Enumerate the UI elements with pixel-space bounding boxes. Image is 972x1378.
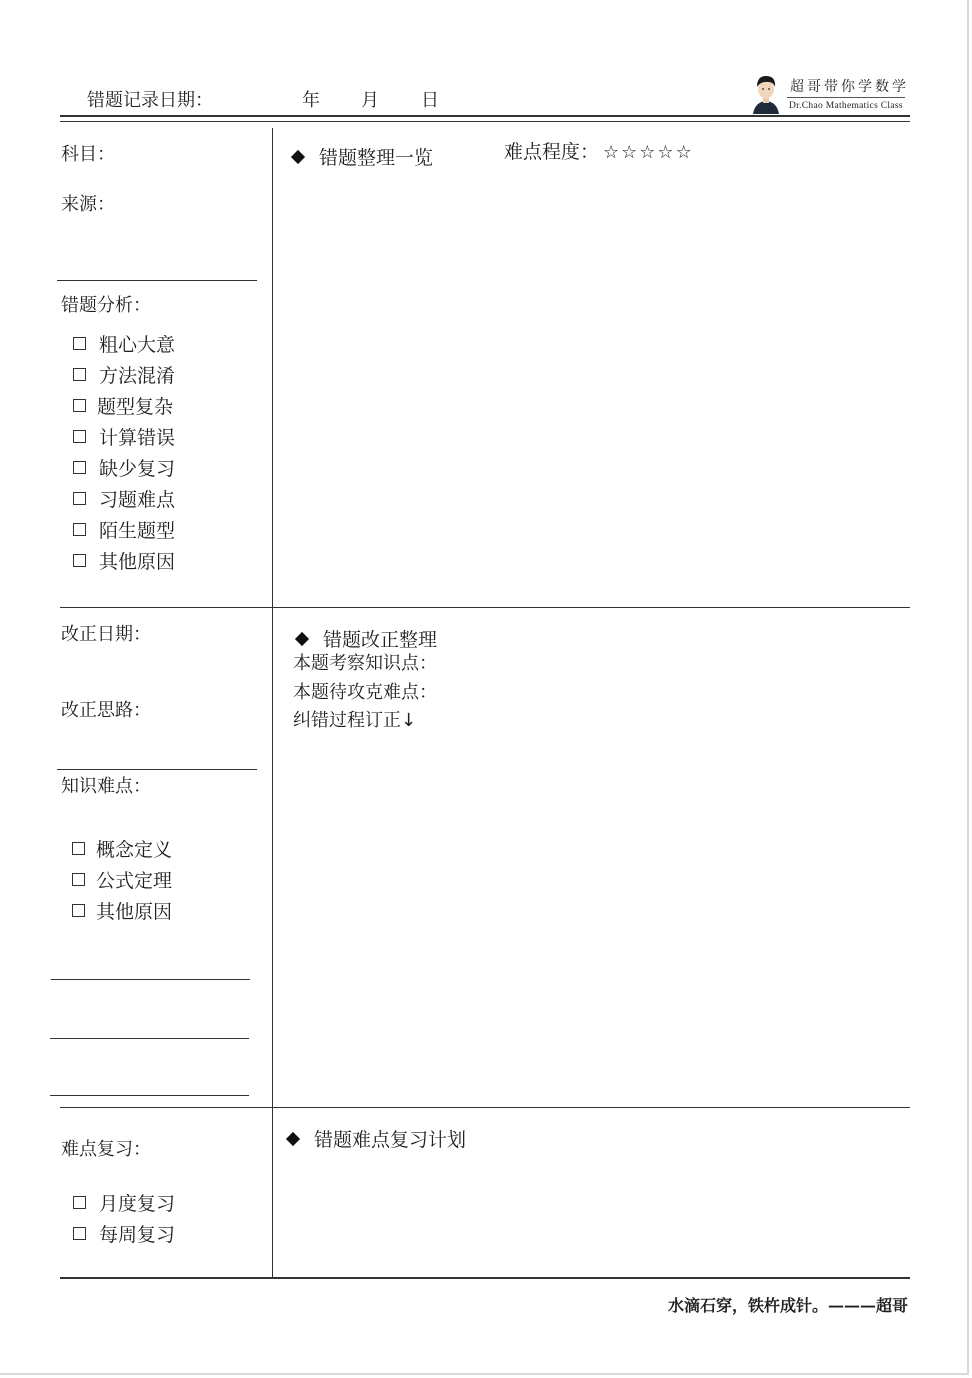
difficulty-point-line: 本题待攻克难点： [293,682,437,703]
analysis-option[interactable]: 方法混淆 [73,361,175,388]
knowledge-option[interactable]: 公式定理 [72,866,172,893]
logo-subtitle: Dr.Chao Mathematics Class [789,101,903,111]
checkbox[interactable] [73,492,86,505]
checkbox[interactable] [72,904,85,917]
difficulty-label: 难点程度： [504,141,600,163]
checkbox[interactable] [73,430,86,443]
star-icon[interactable]: ☆ [657,142,674,163]
star-icon[interactable]: ☆ [603,142,620,163]
analysis-option[interactable]: 其他原因 [73,547,175,574]
subject-label: 科目： [61,144,115,165]
checkbox[interactable] [73,368,86,381]
diamond-bullet-icon [291,149,305,163]
checkbox[interactable] [72,842,85,855]
section-heading-overview: 错题整理一览 [293,143,433,170]
analysis-option[interactable]: 习题难点 [73,485,175,512]
month-label: 月 [361,90,379,111]
blank-line [51,979,250,980]
checkbox[interactable] [73,1196,86,1209]
checkbox[interactable] [73,461,86,474]
review-option[interactable]: 每周复习 [73,1220,175,1247]
diamond-bullet-icon [295,631,309,645]
section-divider [60,607,910,608]
section-heading-review-plan: 错题难点复习计划 [288,1125,466,1152]
checkbox[interactable] [73,523,86,536]
analysis-option[interactable]: 陌生题型 [73,516,175,543]
analysis-option[interactable]: 粗心大意 [73,330,175,357]
correction-process-line: 纠错过程订正↓ [293,710,417,731]
analysis-option[interactable]: 计算错误 [73,423,175,450]
bottom-rule [60,1277,910,1279]
knowledge-option[interactable]: 其他原因 [72,897,172,924]
year-label: 年 [302,90,320,111]
knowledge-option[interactable]: 概念定义 [72,835,172,862]
logo-divider [787,97,905,98]
header-rule-thin [60,121,910,122]
checkbox[interactable] [72,873,85,886]
knowledge-point-line: 本题考察知识点： [293,653,437,674]
correction-idea-label: 改正思路： [61,700,151,721]
knowledge-label: 知识难点： [61,776,151,797]
star-icon[interactable]: ☆ [639,142,656,163]
blank-line [50,1038,249,1039]
logo-title: 超哥带你学数学 [790,79,909,95]
footer-quote: 水滴石穿，铁杵成针。———超哥 [667,1296,908,1315]
blank-line [50,1095,249,1096]
star-icon[interactable]: ☆ [621,142,638,163]
diamond-bullet-icon [286,1131,300,1145]
checkbox[interactable] [73,337,86,350]
source-label: 来源： [61,194,115,215]
section-divider [60,1107,910,1108]
difficulty-stars[interactable] [603,144,694,162]
day-label: 日 [421,90,439,111]
review-option[interactable]: 月度复习 [73,1189,175,1216]
header-rule-thick [60,115,910,117]
source-divider [57,280,257,281]
analysis-option[interactable]: 题型复杂 [73,392,173,419]
idea-divider [57,769,257,770]
star-icon[interactable]: ☆ [675,142,692,163]
checkbox[interactable] [73,554,86,567]
teacher-avatar [751,72,781,114]
checkbox[interactable] [73,1227,86,1240]
checkbox[interactable] [73,399,86,412]
analysis-label: 错题分析： [61,295,151,316]
correction-date-label: 改正日期： [61,624,151,645]
section-heading-correction: 错题改正整理 [297,625,437,652]
record-date-label: 错题记录日期： [87,90,213,111]
column-divider [272,128,273,1278]
analysis-option[interactable]: 缺少复习 [73,454,175,481]
review-label: 难点复习： [61,1139,151,1160]
